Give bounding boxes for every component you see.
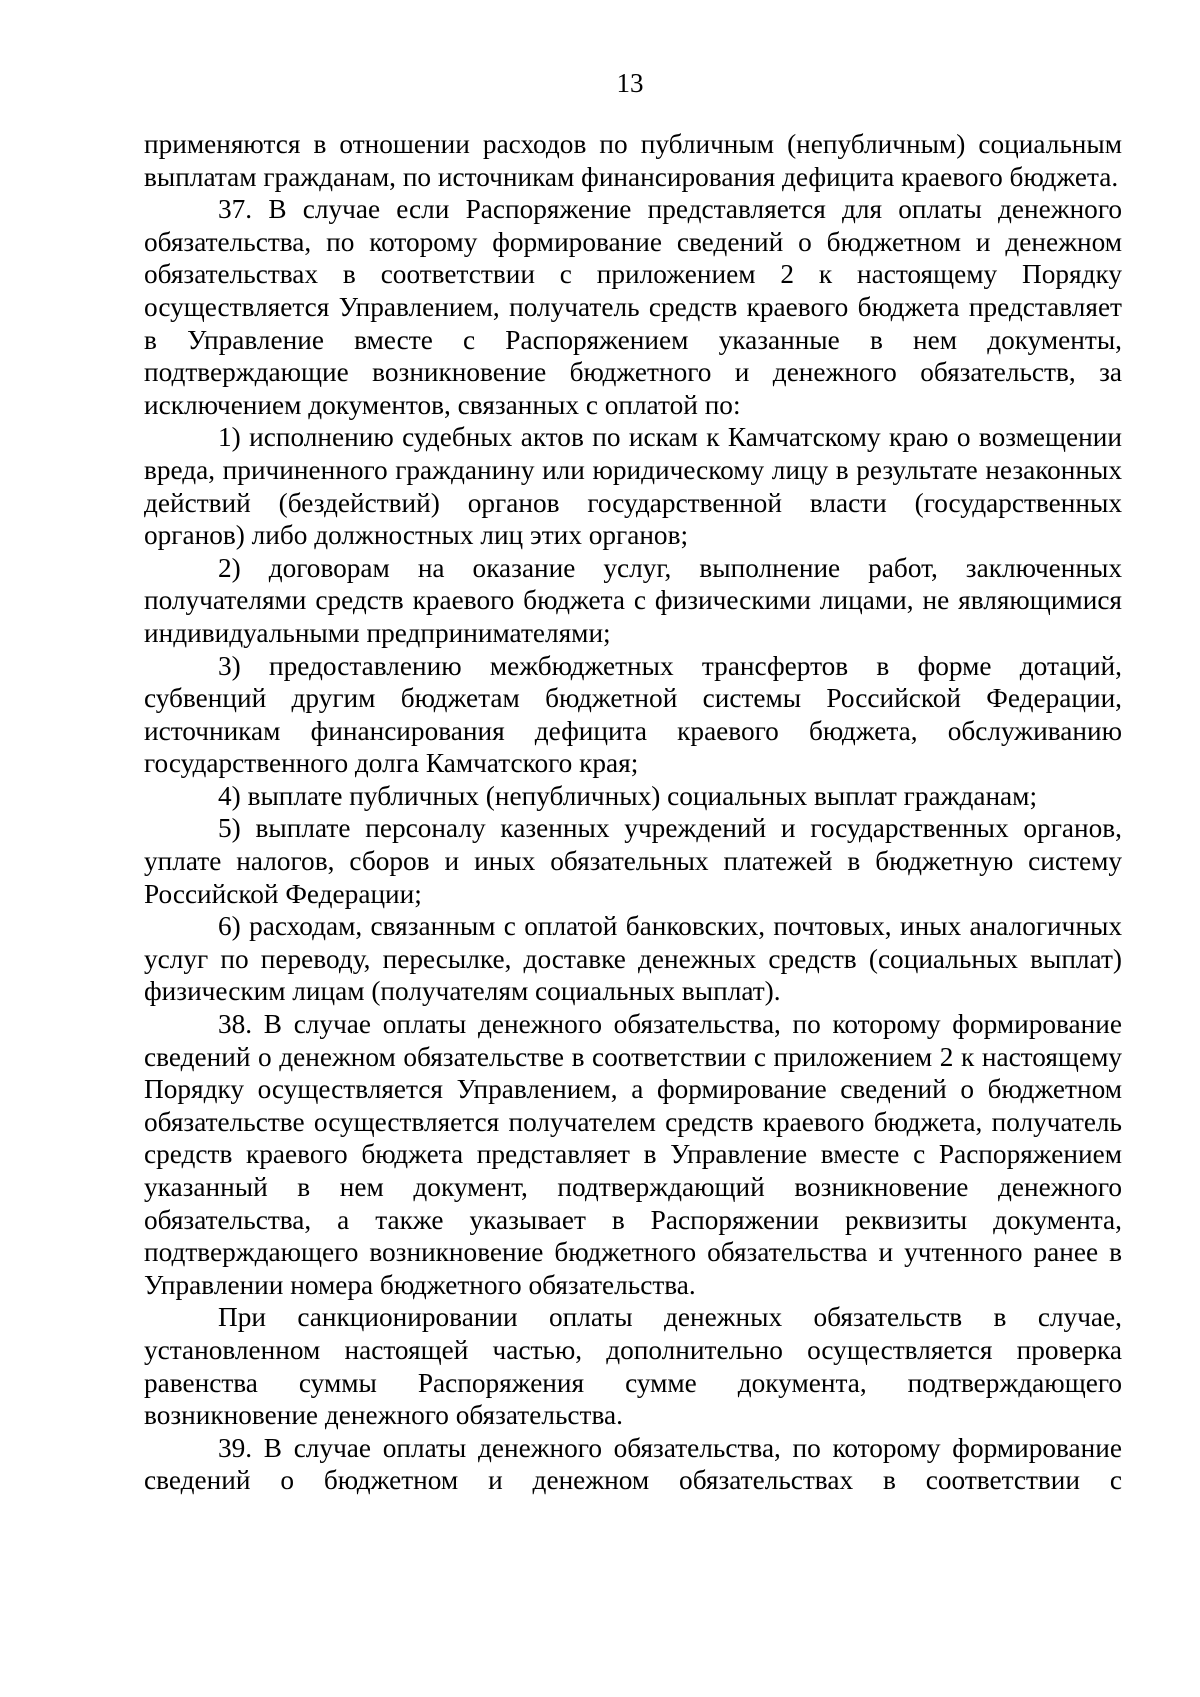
paragraph-38: 38. В случае оплаты денежного обязательства, по которому формирование сведений о денежном обязательстве в соответствии с приложением 2 к настоящему Порядку осуществляется Управлением, а формирование сведений о бюджетном обязательстве осуществляется получателем средств краевого бюджета, получатель средств краевого бюджета представляет в Управление вместе с Распоряжением указанный в нем документ, подтверждающий возникновение денежного обязательства, а также указывает в Распоряжении реквизиты документа, подтверждающего возникновение бюджетного обязательства и учтенного ранее в Управлении номера бюджетного обязательства. [144,1009,1122,1300]
paragraph-39: 39. В случае оплаты денежного обязательства, по которому формирование сведений о бюджетном и денежном обязательствах в соответствии с [144,1432,1122,1496]
list-item-5: 5) выплате персоналу казенных учреждений и государственных органов, уплате налогов, сборов и иных обязательных платежей в бюджетную систему Российской Федерации; [144,813,1122,909]
paragraph-37: 37. В случае если Распоряжение представляется для оплаты денежного обязательства, по которому формирование сведений о бюджетном и денежном обязательствах в соответствии с приложением 2 к настоящему Порядку осуществляется Управлением, получатель средств краевого бюджета представляет в Управление вместе с Распоряжением указанные в нем документы, подтверждающие возникновение бюджетного и денежного обязательств, за исключением документов, связанных с оплатой по: [144,194,1122,420]
list-item-4: 4) выплате публичных (непубличных) социальных выплат гражданам; [218,780,1038,811]
page-number: 13 [616,68,644,98]
list-item-1: 1) исполнению судебных актов по искам к Камчатскому краю о возмещении вреда, причиненного гражданину или юридическому лицу в результате незаконных действий (бездействий) органов государственной власти (государственных органов) либо должностных лиц этих органов; [144,422,1122,551]
list-item-2: 2) договорам на оказание услуг, выполнение работ, заключенных получателями средств краевого бюджета с физическими лицами, не являющимися индивидуальными предпринимателями; [144,552,1122,648]
paragraph-continuation: применяются в отношении расходов по публичным (непубличным) социальным выплатам гражданам, по источникам финансирования дефицита краевого бюджета. [144,129,1122,192]
list-item-3: 3) предоставлению межбюджетных трансфертов в форме дотаций, субвенций другим бюджетам бюджетной системы Российской Федерации, источникам финансирования дефицита краевого бюджета, обслуживанию государственного долга Камчатского края; [144,650,1122,779]
list-item-6: 6) расходам, связанным с оплатой банковских, почтовых, иных аналогичных услуг по переводу, пересылке, доставке денежных средств (социальных выплат) физическим лицам (получателям социальных выплат). [144,911,1122,1007]
document-body [144,128,1122,1497]
paragraph-38-second: При санкционировании оплаты денежных обязательств в случае, установленном настоящей частью, дополнительно осуществляется проверка равенства суммы Распоряжения сумме документа, подтверждающего возникновение денежного обязательства. [144,1302,1122,1431]
